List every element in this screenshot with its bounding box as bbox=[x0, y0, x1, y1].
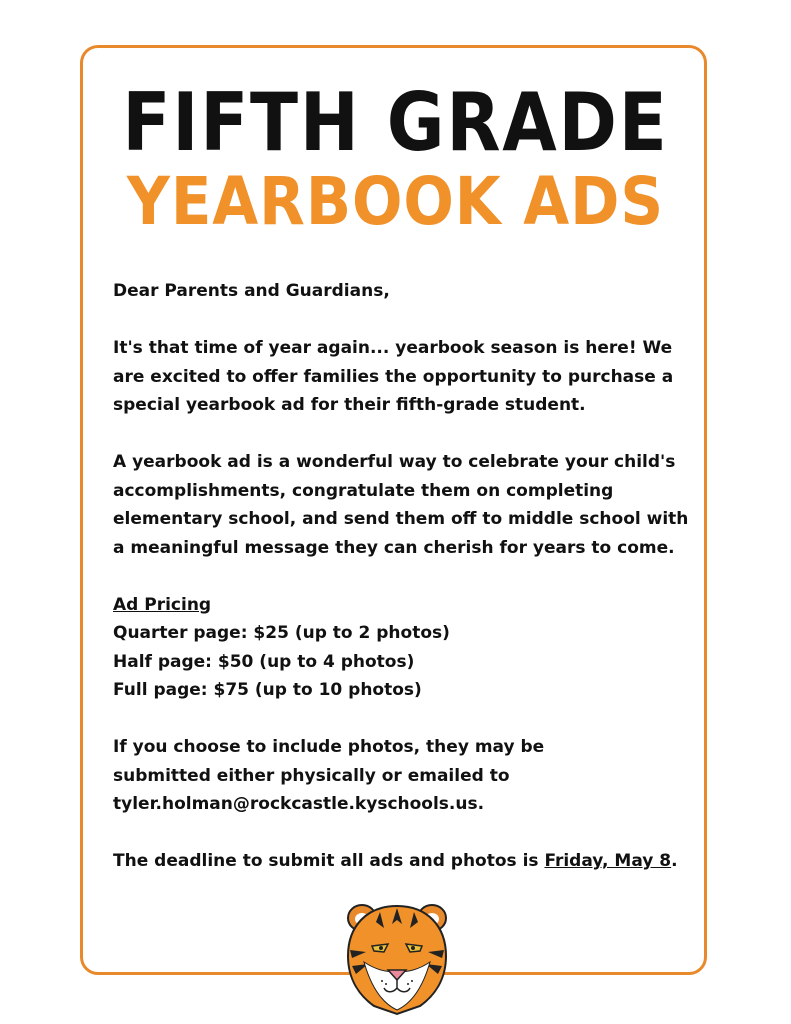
title-line-1: FIFTH GRADE bbox=[122, 76, 669, 169]
pricing-heading: Ad Pricing bbox=[113, 594, 212, 615]
greeting: Dear Parents and Guardians, bbox=[113, 281, 390, 301]
tiger-icon bbox=[342, 900, 452, 1016]
title-line-2: YEARBOOK ADS bbox=[126, 163, 665, 240]
email-link[interactable]: tyler.holman@rockcastle.kyschools.us bbox=[113, 794, 478, 814]
deadline-text: The deadline to submit all ads and photos is bbox=[113, 851, 545, 871]
pricing-section bbox=[113, 591, 693, 705]
pricing-quarter: Quarter page: $25 (up to 2 photos) bbox=[113, 623, 450, 643]
photos-text: If you choose to include photos, they may be submitted either physically or emailed to bbox=[113, 737, 545, 786]
letter-body bbox=[113, 277, 693, 904]
intro-paragraph: It's that time of year again... yearbook season is here! We are excited to offer families the opportunity to purchase a special yearbook ad for their fifth-grade student. bbox=[113, 338, 674, 415]
deadline-period: . bbox=[671, 851, 678, 871]
deadline-paragraph bbox=[113, 847, 693, 876]
pricing-full: Full page: $75 (up to 10 photos) bbox=[113, 680, 422, 700]
pricing-half: Half page: $50 (up to 4 photos) bbox=[113, 651, 415, 672]
email-period: . bbox=[477, 794, 485, 814]
deadline-date: Friday, May 8 bbox=[544, 851, 672, 871]
celebrate-paragraph: A yearbook ad is a wonderful way to celebrate your child's accomplishments, congratulate them on completing elementary school, and send them off to middle school with a meaningful message they can cherish for years to come. bbox=[113, 452, 689, 558]
photos-paragraph bbox=[113, 733, 643, 819]
